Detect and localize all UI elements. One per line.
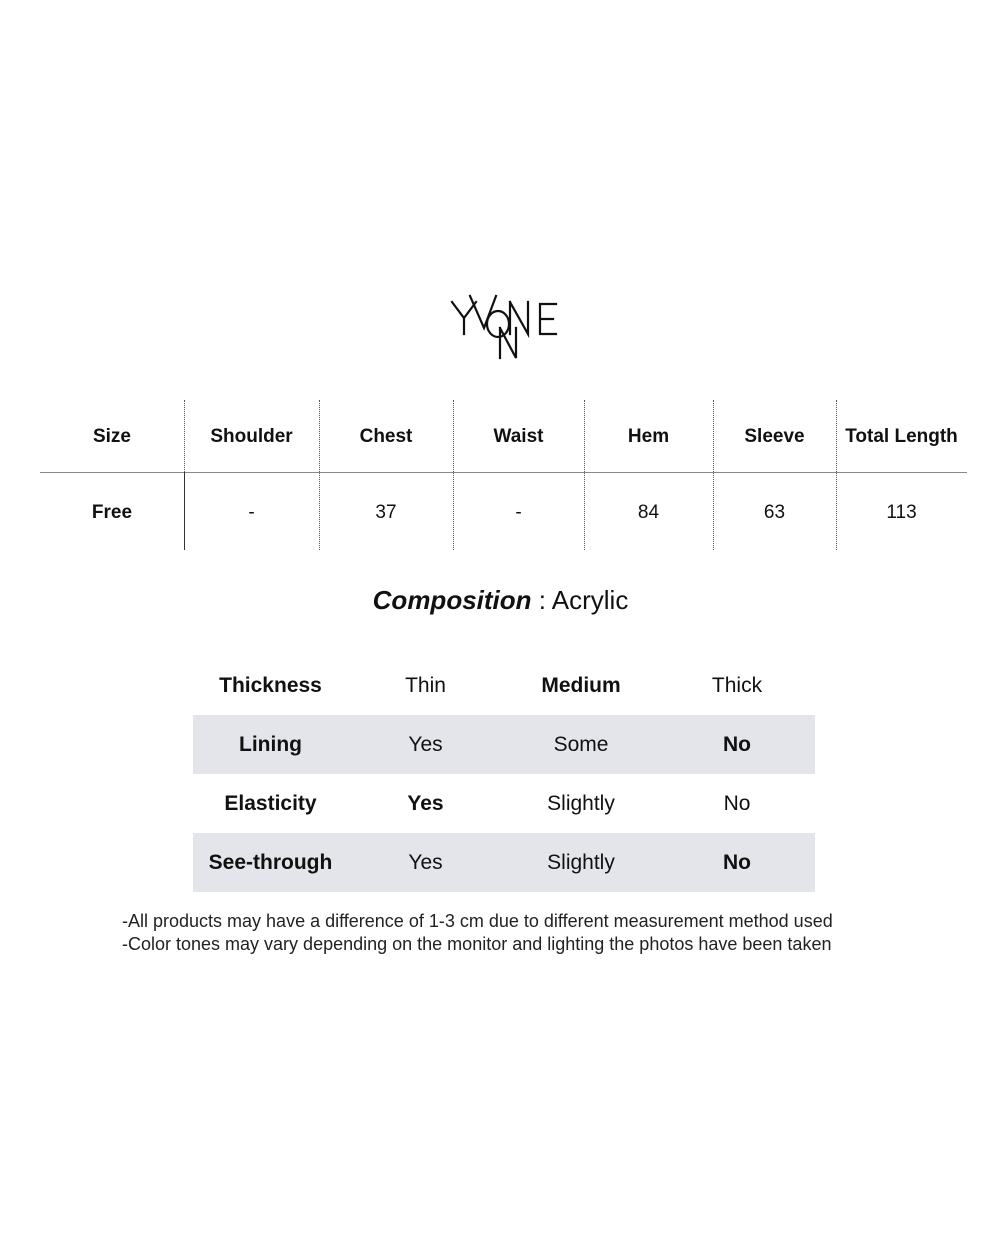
attribute-row-elasticity [193,774,815,833]
attribute-name: Elasticity [224,791,317,815]
attribute-name: Lining [239,732,302,756]
header-size: Size [92,426,132,447]
size-chart-header [40,400,967,474]
attribute-option-selected: No [723,850,751,874]
header-total-length: Total Length [845,426,958,447]
note-color: -Color tones may vary depending on the monitor and lighting the photos have been taken [122,934,832,954]
column-separator [584,400,585,550]
cell-total-length: 113 [886,502,917,523]
cell-sleeve: 63 [763,502,786,523]
cell-hem: 84 [637,502,660,523]
cell-shoulder: - [248,502,255,523]
attribute-option: Slightly [547,850,615,874]
attribute-option: Slightly [547,791,615,815]
column-separator [836,400,837,550]
attribute-row-lining [193,715,815,774]
attribute-option: No [723,791,751,815]
attribute-row-thickness [193,656,815,715]
attribute-row-see-through [193,833,815,892]
size-chart [40,400,967,550]
attribute-option-selected: Medium [541,673,621,697]
header-hem: Hem [627,426,670,447]
attribute-option-selected: No [723,732,751,756]
table-row [40,476,967,550]
header-shoulder: Shoulder [210,426,293,447]
header-sleeve: Sleeve [744,426,805,447]
column-separator [713,400,714,550]
cell-waist: - [515,502,522,523]
note-measurement: -All products may have a difference of 1-3 cm due to different measurement method used [122,911,833,931]
column-separator [184,472,185,550]
attribute-option: Yes [408,850,443,874]
header-chest: Chest [359,426,413,447]
attribute-option: Yes [408,732,443,756]
fabric-attributes-table [193,656,815,892]
column-separator [184,400,185,472]
composition-separator: : [531,585,552,615]
column-separator [453,400,454,550]
column-separator [319,400,320,550]
attribute-option: Thin [405,673,446,697]
disclaimer-notes [122,910,922,956]
composition-label: Composition [372,585,532,615]
attribute-option: Some [553,732,609,756]
brand-logo [440,288,565,366]
composition-line [0,585,1001,616]
attribute-name: Thickness [219,673,322,697]
attribute-option-selected: Yes [407,791,444,815]
header-waist: Waist [493,426,544,447]
attribute-option: Thick [711,673,763,697]
composition-value: Acrylic [551,585,629,615]
cell-chest: 37 [375,502,397,523]
attribute-name: See-through [208,850,333,874]
cell-size: Free [91,502,133,523]
size-chart-divider [40,472,967,473]
